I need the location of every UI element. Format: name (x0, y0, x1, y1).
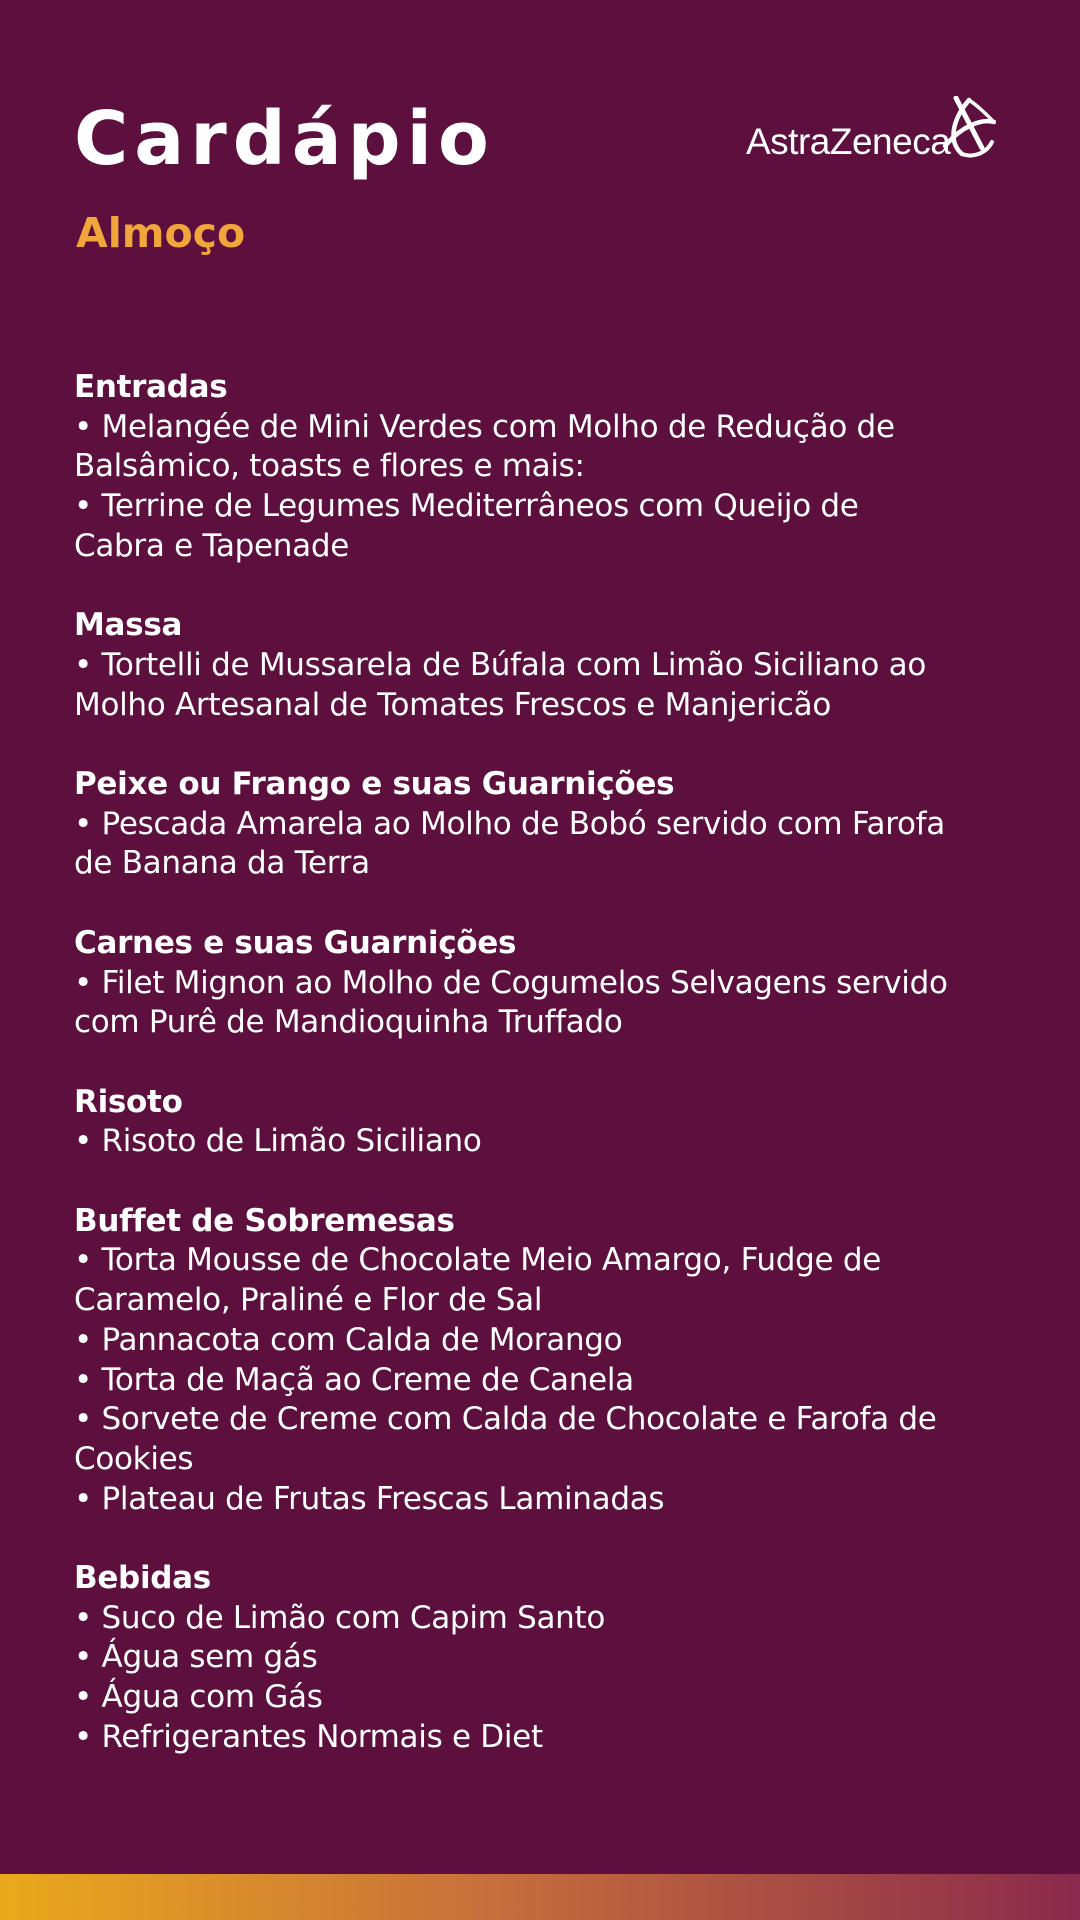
menu-item-line: • Terrine de Legumes Mediterrâneos com Queijo de (74, 488, 859, 525)
section-heading: Peixe ou Frango e suas Guarnições (74, 766, 675, 802)
menu-item-line: • Torta de Maçã ao Creme de Canela (74, 1361, 634, 1398)
astrazeneca-logo (746, 96, 1006, 166)
section-heading: Entradas (74, 369, 228, 405)
menu-item-line: • Melangée de Mini Verdes com Molho de Redução de (74, 408, 895, 445)
logo-text: AstraZeneca (746, 121, 951, 162)
menu-content (74, 368, 1034, 1797)
section-items (74, 646, 1034, 725)
menu-section-sobremesas (74, 1202, 1034, 1520)
menu-section-massa (74, 606, 1034, 725)
menu-item-line: • Pannacota com Calda de Morango (74, 1321, 623, 1358)
section-heading: Carnes e suas Guarnições (74, 924, 517, 961)
section-items (74, 805, 1034, 884)
menu-item-line: • Filet Mignon ao Molho de Cogumelos Selvagens servido (74, 964, 948, 1001)
menu-item-line: • Sorvete de Creme com Calda de Chocolate e Farofa de (74, 1401, 937, 1438)
section-items (74, 1241, 1034, 1519)
menu-item-line: Molho Artesanal de Tomates Frescos e Manjericão (74, 686, 832, 723)
menu-item-line: com Purê de Mandioquinha Truffado (74, 1004, 623, 1041)
menu-item-line: • Suco de Limão com Capim Santo (74, 1599, 606, 1636)
section-items (74, 1122, 1034, 1162)
section-heading: Massa (74, 607, 183, 644)
menu-section-risoto (74, 1083, 1034, 1162)
section-items (74, 1599, 1034, 1758)
menu-item-line: Balsâmico, toasts e flores e mais: (74, 448, 585, 485)
section-heading: Bebidas (74, 1560, 211, 1596)
menu-item-line: • Torta Mousse de Chocolate Meio Amargo, Fudge de (74, 1242, 881, 1279)
menu-section-peixe-frango (74, 765, 1034, 884)
menu-item-line: • Pescada Amarela ao Molho de Bobó servido com Farofa (74, 805, 945, 842)
menu-item-line: • Risoto de Limão Siciliano (74, 1123, 482, 1160)
menu-item-line: Cabra e Tapenade (74, 527, 349, 564)
section-items (74, 964, 1034, 1043)
section-heading: Risoto (74, 1083, 183, 1120)
meal-subtitle: Almoço (76, 209, 246, 257)
astrazeneca-logo-mark-icon (942, 96, 996, 160)
menu-section-carnes (74, 924, 1034, 1043)
menu-item-line: • Água com Gás (74, 1679, 323, 1716)
menu-item-line: de Banana da Terra (74, 845, 370, 882)
section-items (74, 408, 1034, 567)
menu-section-bebidas (74, 1559, 1034, 1758)
menu-item-line: • Água sem gás (74, 1639, 318, 1676)
menu-item-line: • Tortelli de Mussarela de Búfala com Limão Siciliano ao (74, 646, 926, 683)
menu-section-entradas (74, 368, 1034, 567)
menu-item-line: • Plateau de Frutas Frescas Laminadas (74, 1480, 665, 1517)
menu-item-line: • Refrigerantes Normais e Diet (74, 1718, 543, 1755)
page-title: Cardápio (74, 96, 495, 182)
footer-gradient-bar (0, 1874, 1080, 1920)
section-heading: Buffet de Sobremesas (74, 1202, 455, 1239)
menu-item-line: Caramelo, Praliné e Flor de Sal (74, 1282, 543, 1319)
menu-item-line: Cookies (74, 1440, 194, 1477)
